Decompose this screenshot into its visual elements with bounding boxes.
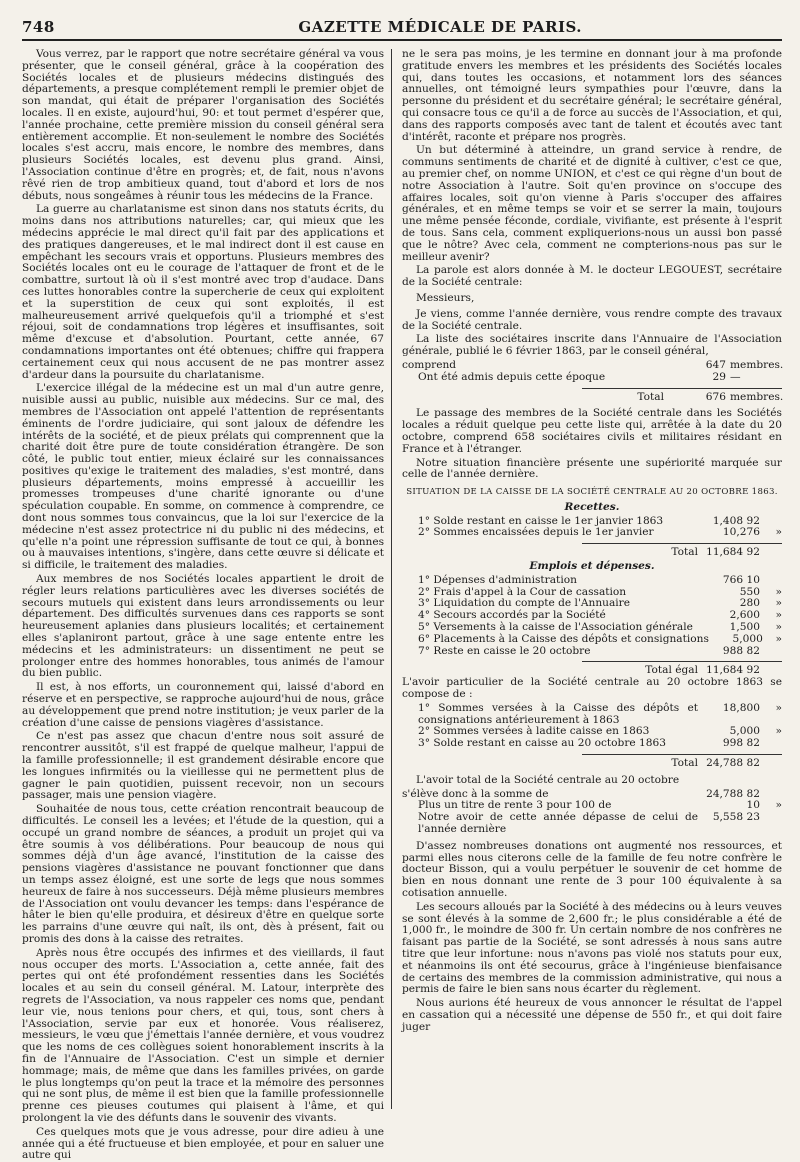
row-suffix: »	[775, 585, 782, 598]
row-suffix: »	[775, 609, 782, 622]
situation-title: SITUATION DE LA CAISSE DE LA SOCIÉTÉ CENTRALE AU 20 OCTOBRE 1863.	[406, 487, 778, 498]
recettes-title: Recettes.	[564, 500, 620, 513]
depasse-row	[402, 812, 782, 836]
total-value: 24,788 82	[706, 757, 760, 770]
row-unit: —	[730, 370, 741, 383]
row-value: 998 82	[722, 737, 760, 750]
two-column-body	[22, 48, 784, 1162]
emplois-row	[402, 634, 782, 646]
row-label: comprend	[402, 358, 457, 371]
rente-suffix: »	[775, 799, 782, 812]
row-suffix: »	[775, 597, 782, 610]
header-rule	[22, 39, 782, 41]
paragraph: Les secours alloués par la Société à des médecins ou à leurs veuves se sont élevés à la somme de 2,600 fr.; le plus considérable a été de 1,000 fr., le moindre de 300 fr. Un certain nombre de nos confrères ne faisant pas partie de la Société, se sont adressés à nous sans autre titre que leur infortune: nous n'avons pas violé nos statuts pour eux, et néanmoins ils ont été secourus, grâce à l'ingénieuse bienfaisance de certains des membres de la commission administrative, qui nous a permis de faire le bien sans nous écarter du règlement.	[402, 900, 782, 996]
total-unit: membres.	[730, 390, 784, 403]
paragraph: ne le sera pas moins, je les termine en donnant jour à ma profonde gratitude envers les membres et les présidents des Sociétés locales qui, dans toutes les occasions, et notamment lors des séances annuelles, ont témoigné leurs sympathies pour l'œuvre, dans la personne du président et du secrétaire général; le secrétaire général, qui consacre tous ce qu'il a de force au succès de l'Association, et qui, dans des rapports composés avec tant de talent et écoutés avec tant d'intérêt, raconte et prépare nos progrès.	[402, 48, 782, 143]
total-label: Total	[671, 546, 698, 559]
page-header	[22, 8, 782, 36]
paragraph: Aux membres de nos Sociétés locales appartient le droit de régler leurs relations particulières avec les diverses sociétés de secours mutuels qui existent dans leurs arrondissements ou leur département. Des difficultés survenues dans ces rapports se sont heureusement aplanies dans plusieurs localités; et certainement elles s'aplaniront partout, grâce à une sage entente entre les médecins et les administrateurs: un dissentiment ne peut se prolonger entre des hommes honorables, tous animés de l'amour du bien public.	[22, 573, 385, 680]
row-suffix: »	[775, 621, 782, 634]
recettes-row	[402, 527, 782, 539]
row-suffix: »	[775, 632, 782, 645]
row-label: 6° Placements à la Caisse des dépôts et consignations	[418, 632, 709, 645]
avoir-table	[402, 703, 782, 770]
members-row	[402, 372, 782, 384]
paragraph: Après nous être occupés des infirmes et des vieillards, il faut nous occuper des morts. L'Association a, cette année, fait des pertes qui ont été profondément ressenties dans les Sociétés locales et au sein du conseil général. M. Latour, interprète des regrets de l'Association, va nous rappeler ces noms que, pendant leur vie, nous tenions pour chers, et qui, tous, sont chers à l'Association, servie par eux et honorée. Vous réaliserez, messieurs, le vœu que j'émettais l'année dernière, et vous voudrez que les noms de ces collègues soient honorablement inscrits à la fin de l'Annuaire de l'Association. C'est un simple et dernier hommage; mais, de même que dans les familles privées, on garde le plus longtemps qu'on peut la trace et la mémoire des personnes qui ne sont plus, de même il est bien que la famille professionnelle prenne ces pieuses coutumes qui plaisent à l'âme, et qui prolongent la vie des défunts dans le souvenir des vivants.	[22, 946, 385, 1124]
members-total-row	[402, 392, 782, 404]
total-rule	[582, 754, 782, 755]
avoir-total-line1: L'avoir total de la Société centrale au 20 octobre	[416, 773, 680, 786]
column-divider	[391, 49, 392, 1109]
paragraph: Notre situation financière présente une supériorité marquée sur celle de l'année dernière.	[402, 456, 782, 481]
paragraph: Un but déterminé à atteindre, un grand service à rendre, de communs sentiments de charité et de dignité à cultiver, c'est ce que, au premier chef, on nomme UNION, et c'est ce qui règne d'un bout de notre Association à l'autre. Soit qu'en province on s'occupe des affaires locales, soit qu'on vienne à Paris s'occuper des affaires générales, et en même temps se voir et se serrer la main, toujours une même pensée féconde, cordiale, vivifiante, est présente à l'esprit de tous. Sans cela, comment expliquerions-nous un aussi bon passé que le nôtre? Avec cela, comment ne compterions-nous pas sur le meilleur avenir?	[402, 144, 782, 263]
row-suffix: »	[775, 526, 782, 539]
members-row	[402, 360, 782, 372]
paragraph: La guerre au charlatanisme est sinon dans nos statuts écrits, du moins dans nos attributions naturelles; car, qui mieux que les médecins apprécie le mal direct qu'il fait par des applications et des pratiques dangereuses, et le mal indirect dont il est cause en empêchant les secours vrais et opportuns. Plusieurs membres des Sociétés locales ont eu le courage de l'attaquer de front et de le combattre, surtout là où il s'est montré avec trop d'audace. Dans ces luttes honorables contre la supercherie de ceux qui exploitent et la superstition de ceux qui sont exploités, il est malheureusement arrivé quelquefois qu'il a triomphé et s'est réjoui, soit de condamnations trop légères et insuffisantes, soit même d'excuse et d'absolution. Pourtant, cette année, 67 condamnations importantes ont été obtenues; chiffre qui frappera certainement ceux qui nous accusent de ne pas montrer assez d'ardeur dans la poursuite du charlatanisme.	[22, 203, 385, 381]
row-label: 1° Solde restant en caisse le 1er janvier 1863	[418, 514, 664, 527]
row-label: 4° Secours accordés par la Société	[418, 609, 606, 622]
paragraph: Souhaitée de nous tous, cette création rencontrait beaucoup de difficultés. Le conseil les a levées; et l'étude de la question, qui a occupé un grand nombre de séances, a produit un projet qui va être soumis à vos délibérations. Pour beaucoup de nous qui sommes déjà d'un âge avancé, l'institution de la caisse des pensions viagères d'assistance ne pouvant fonctionner que dans un temps assez éloigné, est une sorte de legs que nous sommes heureux de faire à nos successeurs. Déjà même plusieurs membres de l'Association ont voulu devancer les temps: dans l'espérance de hâter le bien qu'elle produira, et désireux d'être en quelque sorte les parrains d'une œuvre qui naît, ils ont, dès à présent, fait ou promis des dons à la caisse des retraites.	[22, 803, 385, 945]
row-unit: membres.	[730, 358, 784, 371]
paragraph: Nous aurions été heureux de vous annoncer le résultat de l'appel en cassation qui a nécessité une dépense de 550 fr., et qui doit faire juger	[402, 997, 782, 1033]
emplois-row	[402, 646, 782, 658]
row-value: 1,408 92	[712, 514, 760, 527]
total-label: Total égal	[645, 664, 698, 677]
row-value: 5,000	[729, 725, 760, 738]
total-rule	[582, 661, 782, 662]
row-value: 988 82	[722, 644, 760, 657]
salutation: Messieurs,	[416, 291, 475, 304]
avoir-row	[402, 738, 782, 750]
row-label: 5° Versements à la caisse de l'Association générale	[418, 621, 693, 634]
paragraph: Vous verrez, par le rapport que notre secrétaire général va vous présenter, que le conseil général, grâce à la coopération des Sociétés locales et de plusieurs médecins distingués des départements, a presque complétement rempli le premier objet de son mandat, qui était de préparer l'organisation des Sociétés locales. Il en existe, aujourd'hui, 90: et tout permet d'espérer que, l'année prochaine, cette première mission du conseil général sera entièrement accomplie. Et non-seulement le nombre des Sociétés locales s'est accru, mais encore, le nombre des membres, dans plusieurs Sociétés locales, est devenu plus grand. Ainsi, l'Association continue d'être en progrès; et, de fait, nous n'avons rêvé rien de trop ambitieux quand, tout d'abord et lors de nos débuts, nous songeâmes à réunir tous les médecins de la France.	[22, 48, 385, 202]
row-value: 647	[705, 358, 726, 371]
row-value: 10,276	[722, 526, 760, 539]
avoir-total-value: 24,788 82	[706, 787, 760, 800]
total-label: Total	[637, 390, 664, 403]
row-value: 18,800	[722, 701, 760, 714]
row-value: 550	[739, 585, 760, 598]
avoir-row	[402, 703, 782, 727]
emplois-title: Emplois et dépenses.	[529, 560, 655, 573]
row-value: 5,000	[732, 632, 763, 645]
avoir-total-row	[402, 758, 782, 770]
row-label: 3° Liquidation du compte de l'Annuaire	[418, 597, 631, 610]
total-value: 11,684 92	[706, 664, 760, 677]
row-label: 2° Sommes encaissées depuis le 1er janvier	[418, 526, 654, 539]
avoir-intro: L'avoir particulier de la Société centrale au 20 octobre 1863 se compose de :	[402, 676, 782, 701]
avoir-total-line2: s'élève donc à la somme de	[402, 787, 549, 800]
recettes-total-row	[402, 547, 782, 559]
rente-label: Plus un titre de rente 3 pour 100 de	[418, 799, 612, 812]
emplois-table	[402, 575, 782, 677]
row-suffix: »	[775, 725, 782, 738]
row-label: 7° Reste en caisse le 20 octobre	[418, 644, 591, 657]
paragraph: Ces quelques mots que je vous adresse, pour dire adieu à une année qui a été fructueuse et bien employée, et pour en saluer une autre qui	[22, 1125, 385, 1162]
emplois-row	[402, 575, 782, 587]
paragraph: Je viens, comme l'année dernière, vous rendre compte des travaux de la Société centrale.	[402, 307, 782, 332]
paragraph: Ce n'est pas assez que chacun d'entre nous soit assuré de rencontrer aussitôt, s'il est frappé de quelque malheur, l'appui de la famille professionnelle; il est grandement désirable encore que les longues infirmités ou la vieillesse qui ne permettent plus de gagner le pain quotidien, puissent recevoir, non un secours passager, mais une pension viagère.	[22, 730, 385, 802]
total-rule	[582, 388, 782, 389]
right-column	[396, 49, 782, 1109]
paragraph: D'assez nombreuses donations ont augmenté nos ressources, et parmi elles nous citerons celle de la famille de feu notre confrère le docteur Bisson, qui a voulu perpétuer le souvenir de cet homme de bien en nous donnant une rente de 3 pour 100 équivalente à sa cotisation annuelle.	[402, 839, 782, 899]
paragraph: Il est, à nos efforts, un couronnement qui, laissé d'abord en réserve et en perspective, se rapproche aujourd'hui de nous, grâce au développement que prend notre institution; je veux parler de la création d'une caisse de pensions viagères d'assistance.	[22, 681, 385, 729]
row-suffix: »	[775, 701, 782, 714]
paragraph: La parole est alors donnée à M. le docteur LEGOUEST, secrétaire de la Société centrale:	[402, 264, 782, 289]
rente-value: 10	[746, 799, 760, 812]
depasse-label: Notre avoir de cette année dépasse de celui de l'année dernière	[418, 811, 698, 836]
paragraph: La liste des sociétaires inscrite dans l'Annuaire de l'Association générale, publié le 6 février 1863, par le conseil général,	[402, 333, 782, 358]
paragraph: Le passage des membres de la Société centrale dans les Sociétés locales a réduit quelque peu cette liste qui, arrêtée à la date du 20 octobre, comprend 658 sociétaires civils et militaires résidant en France et à l'étranger.	[402, 407, 782, 455]
total-rule	[582, 543, 782, 544]
total-value: 11,684 92	[706, 546, 760, 559]
depasse-value: 5,558 23	[712, 811, 760, 824]
row-value: 29	[712, 370, 726, 383]
members-table	[402, 360, 782, 403]
paragraph: L'exercice illégal de la médecine est un mal d'un autre genre, nuisible aussi au public, nuisible aux médecins. Sur ce mal, des membres de l'Association ont appelé l'attention de représentants éminents de l'ordre judiciaire, qui sont jaloux de défendre les intérêts de la société, et de pieux prélats qui comprennent que la charité doit être pure de toute considération étrangère. De son côté, le public tout entier, mieux éclairé sur les connaissances positives qu'exige le traitement des maladies, s'est montré, dans plusieurs départements, moins empressé à accueillir les promesses trompeuses d'une charité ignorante ou d'une spéculation coupable. En somme, on commence à comprendre, ce dont nous sommes tous convaincus, que la loi sur l'exercice de la médecine n'est assez protectrice ni du public ni des médecins, et qu'elle n'a point une répression suffisante de tout ce qui, à bonnes ou à mauvaises intentions, s'ingère, dans cette œuvre si délicate et si difficile, le traitement des maladies.	[22, 382, 385, 572]
left-column	[22, 48, 391, 1162]
row-label: 2° Frais d'appel à la Cour de cassation	[418, 585, 627, 598]
recettes-table	[402, 516, 782, 559]
row-value: 766 10	[722, 573, 760, 586]
page-number: 748	[22, 18, 55, 36]
row-value: 280	[739, 597, 760, 610]
row-value: 2,600	[729, 609, 760, 622]
total-label: Total	[671, 757, 698, 770]
row-value: 1,500	[729, 621, 760, 634]
row-label: 1° Dépenses d'administration	[418, 573, 577, 586]
row-label: 3° Solde restant en caisse au 20 octobre 1863	[418, 737, 666, 750]
row-label: 2° Sommes versées à ladite caisse en 1863	[418, 725, 650, 738]
total-value: 676	[705, 390, 726, 403]
row-label: Ont été admis depuis cette époque	[418, 370, 606, 383]
row-label: 1° Sommes versées à la Caisse des dépôts et consignations antérieurement à 1863	[418, 701, 698, 726]
running-title: GAZETTE MÉDICALE DE PARIS.	[298, 18, 582, 36]
